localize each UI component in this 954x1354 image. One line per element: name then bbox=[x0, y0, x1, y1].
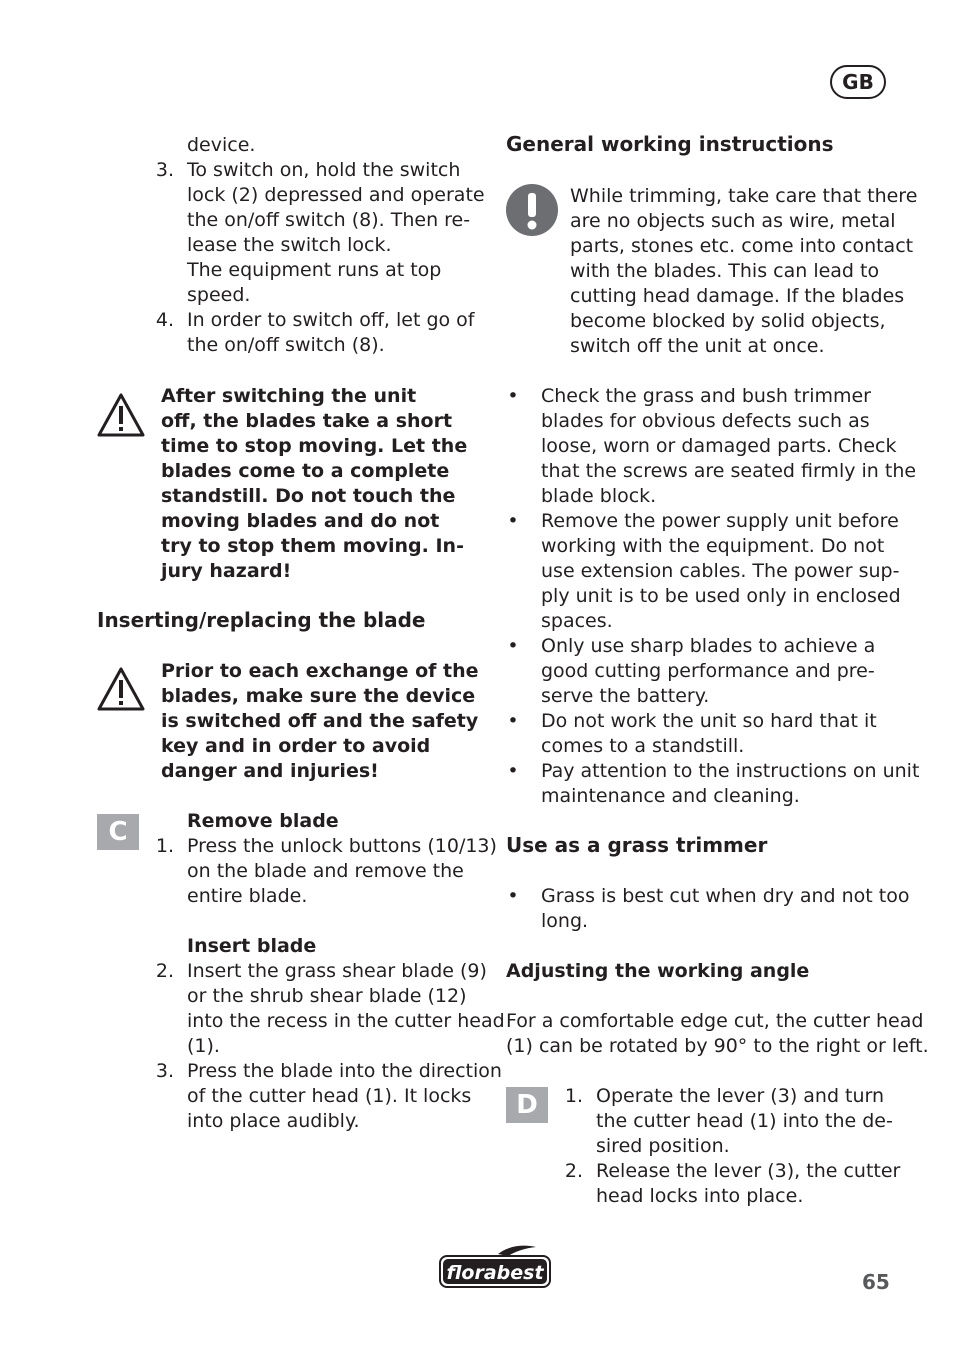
bullet-dot: • bbox=[507, 885, 519, 907]
step-number: 4. bbox=[155, 309, 174, 331]
warning-line: blades, make sure the device bbox=[161, 685, 476, 707]
warning-line: After switching the unit bbox=[161, 385, 417, 407]
list-item bbox=[506, 384, 917, 509]
warning-line: moving blades and do not bbox=[161, 510, 440, 532]
step-item bbox=[150, 158, 485, 308]
warning-line: standstill. Do not touch the bbox=[161, 485, 456, 507]
important-note bbox=[570, 184, 917, 359]
step-line: lock (2) depressed and operate bbox=[187, 184, 485, 206]
step-line: entire blade. bbox=[187, 885, 308, 907]
list-line: that the screws are seated firmly in the bbox=[541, 460, 917, 482]
step-number: 2. bbox=[564, 1160, 583, 1182]
list-line: Only use sharp blades to achieve a bbox=[541, 635, 876, 657]
step-line: Release the lever (3), the cutter bbox=[596, 1160, 901, 1182]
heading-general-instructions: General working instructions bbox=[506, 132, 834, 156]
steps-insert bbox=[150, 959, 505, 1134]
list-item bbox=[506, 709, 906, 759]
warning-line: Prior to each exchange of the bbox=[161, 660, 479, 682]
step-item bbox=[150, 834, 497, 914]
list-line: good cutting performance and pre- bbox=[541, 660, 875, 682]
step-number: 2. bbox=[155, 960, 174, 982]
subheading-insert-blade: Insert blade bbox=[187, 935, 317, 957]
step-item bbox=[150, 308, 480, 358]
list-line: working with the equipment. Do not bbox=[541, 535, 885, 557]
bullet-dot: • bbox=[507, 510, 519, 532]
list-line: use extension cables. The power sup- bbox=[541, 560, 900, 582]
warning-line: key and in order to avoid bbox=[161, 735, 431, 757]
list-line: Do not work the unit so hard that it bbox=[541, 710, 877, 732]
step-item bbox=[559, 1159, 899, 1209]
step-line: sired position. bbox=[596, 1135, 730, 1157]
heading-inserting-blade: Inserting/replacing the blade bbox=[97, 608, 426, 632]
list-line: loose, worn or damaged parts. Check bbox=[541, 435, 897, 457]
list-item bbox=[506, 759, 920, 809]
section-marker-c: C bbox=[97, 814, 139, 850]
note-line: cutting head damage. If the blades bbox=[570, 285, 905, 307]
warning-triangle-icon bbox=[96, 666, 146, 712]
step-line: (1). bbox=[187, 1035, 220, 1057]
step-number: 1. bbox=[155, 835, 174, 857]
warning-triangle-icon bbox=[96, 392, 146, 438]
paragraph-line: For a comfortable edge cut, the cutter head bbox=[506, 1010, 924, 1032]
bullet-dot: • bbox=[507, 635, 519, 657]
step-number: 3. bbox=[155, 1060, 174, 1082]
bullet-list-general bbox=[506, 384, 920, 809]
list-item bbox=[506, 634, 906, 709]
step-line: The equipment runs at top bbox=[187, 259, 442, 281]
language-badge: GB bbox=[830, 65, 886, 99]
warning-line: is switched off and the safety bbox=[161, 710, 479, 732]
list-line: ply unit is to be used only in enclosed bbox=[541, 585, 901, 607]
step-line: the on/off switch (8). Then re- bbox=[187, 209, 471, 231]
step-line: into place audibly. bbox=[187, 1110, 360, 1132]
warning-exchange-blades bbox=[161, 659, 479, 784]
list-line: blades for obvious defects such as bbox=[541, 410, 870, 432]
steps-angle bbox=[559, 1084, 899, 1209]
step-line: speed. bbox=[187, 284, 251, 306]
step-line: In order to switch off, let go of bbox=[187, 309, 475, 331]
step-item bbox=[559, 1084, 899, 1159]
paragraph-line: (1) can be rotated by 90° to the right or left. bbox=[506, 1035, 929, 1057]
list-line: Grass is best cut when dry and not too bbox=[541, 885, 910, 907]
step-line: into the recess in the cutter head bbox=[187, 1010, 505, 1032]
bullet-dot: • bbox=[507, 710, 519, 732]
step-item bbox=[150, 1059, 502, 1134]
warning-line: time to stop moving. Let the bbox=[161, 435, 468, 457]
important-exclamation-icon bbox=[505, 183, 559, 237]
step-line: To switch on, hold the switch bbox=[187, 159, 461, 181]
list-line: blade block. bbox=[541, 485, 657, 507]
list-line: maintenance and cleaning. bbox=[541, 785, 800, 807]
step-line: Press the blade into the direction bbox=[187, 1060, 502, 1082]
steps-switch bbox=[150, 158, 485, 358]
list-line: serve the battery. bbox=[541, 685, 710, 707]
step-line: or the shrub shear blade (12) bbox=[187, 985, 467, 1007]
warning-line: blades come to a complete bbox=[161, 460, 450, 482]
brand-text: florabest bbox=[446, 1262, 544, 1284]
step-line: Press the unlock buttons (10/13) bbox=[187, 835, 497, 857]
page-number: 65 bbox=[862, 1270, 890, 1294]
note-line: become blocked by solid objects, bbox=[570, 310, 886, 332]
warning-line: off, the blades take a short bbox=[161, 410, 453, 432]
bullet-dot: • bbox=[507, 760, 519, 782]
angle-paragraph bbox=[506, 1009, 929, 1059]
step-line: Operate the lever (3) and turn bbox=[596, 1085, 885, 1107]
step-line: the cutter head (1) into the de- bbox=[596, 1110, 893, 1132]
step-line: lease the switch lock. bbox=[187, 234, 392, 256]
list-item bbox=[506, 884, 910, 934]
list-line: Check the grass and bush trimmer bbox=[541, 385, 871, 407]
step-line: of the cutter head (1). It locks bbox=[187, 1085, 472, 1107]
warning-line: danger and injuries! bbox=[161, 760, 379, 782]
warning-line: jury hazard! bbox=[161, 560, 292, 582]
list-line: Pay attention to the instructions on unit bbox=[541, 760, 920, 782]
bullet-dot: • bbox=[507, 385, 519, 407]
step-line: the on/off switch (8). bbox=[187, 334, 385, 356]
subheading-remove-blade: Remove blade bbox=[187, 810, 339, 832]
list-line: long. bbox=[541, 910, 589, 932]
list-line: spaces. bbox=[541, 610, 613, 632]
warning-blades-stop bbox=[161, 384, 467, 584]
step-line: head locks into place. bbox=[596, 1185, 804, 1207]
note-line: switch off the unit at once. bbox=[570, 335, 825, 357]
note-line: are no objects such as wire, metal bbox=[570, 210, 896, 232]
step-number: 1. bbox=[564, 1085, 583, 1107]
step-line: Insert the grass shear blade (9) bbox=[187, 960, 487, 982]
list-item bbox=[506, 509, 906, 634]
note-line: While trimming, take care that there bbox=[570, 185, 918, 207]
section-marker-d: D bbox=[506, 1087, 548, 1123]
list-line: comes to a standstill. bbox=[541, 735, 745, 757]
note-line: parts, stones etc. come into contact bbox=[570, 235, 914, 257]
note-line: with the blades. This can lead to bbox=[570, 260, 880, 282]
continued-text: device. bbox=[187, 134, 256, 156]
heading-grass-trimmer: Use as a grass trimmer bbox=[506, 833, 768, 857]
florabest-logo bbox=[438, 1244, 552, 1290]
step-line: on the blade and remove the bbox=[187, 860, 464, 882]
list-line: Remove the power supply unit before bbox=[541, 510, 899, 532]
subheading-working-angle: Adjusting the working angle bbox=[506, 960, 810, 982]
step-item bbox=[150, 959, 505, 1059]
warning-line: try to stop them moving. In- bbox=[161, 535, 464, 557]
step-number: 3. bbox=[155, 159, 174, 181]
